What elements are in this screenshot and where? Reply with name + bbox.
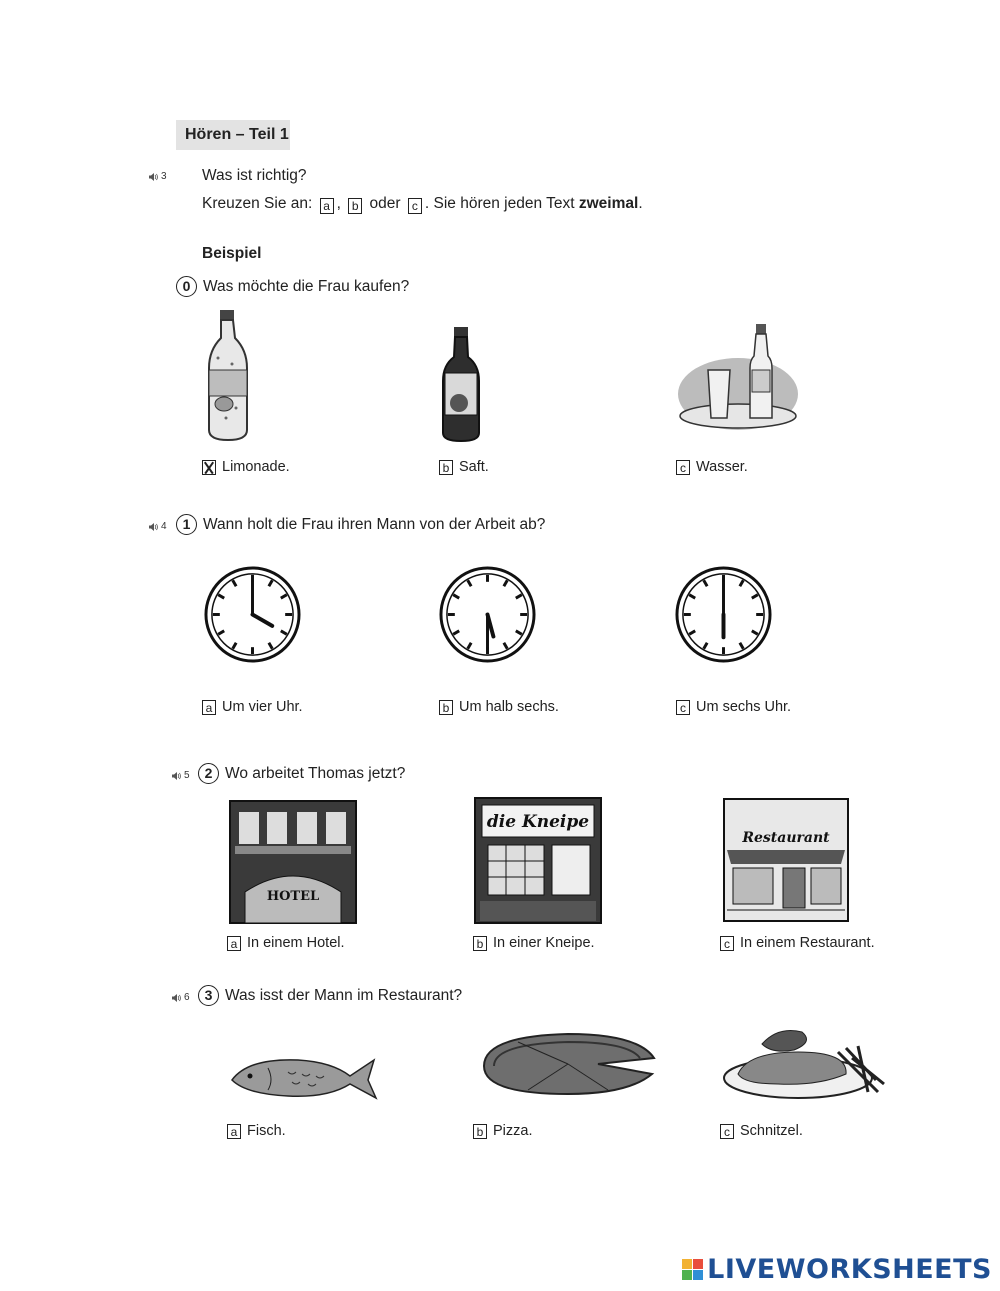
fish-picture — [228, 1050, 380, 1102]
option-0-c[interactable]: c Wasser. — [676, 459, 748, 475]
speaker-icon — [171, 771, 181, 781]
clock-four-oclock — [203, 565, 302, 664]
restaurant-picture — [723, 798, 849, 922]
watermark-text: LIVEWORKSHEETS — [707, 1254, 992, 1285]
audio-track-6[interactable]: 6 — [171, 992, 190, 1003]
restaurant-sign: Restaurant — [742, 830, 830, 846]
juice-bottle-picture — [437, 325, 485, 443]
option-2-c[interactable]: c In einem Restaurant. — [720, 935, 875, 951]
audio-track-5[interactable]: 5 — [171, 770, 190, 781]
inline-box-b: b — [348, 198, 362, 214]
checkbox-a[interactable] — [202, 460, 216, 475]
instruction-question: Was ist richtig? — [202, 167, 307, 184]
example-label: Beispiel — [202, 245, 262, 262]
question-text: Wo arbeitet Thomas jetzt? — [225, 764, 406, 782]
audio-track-3[interactable]: 3 — [148, 171, 167, 182]
pub-picture — [474, 797, 602, 924]
checkbox-b[interactable]: b — [439, 460, 453, 475]
pizza-picture — [478, 1030, 660, 1098]
question-1 — [176, 514, 545, 535]
hotel-picture — [229, 800, 357, 924]
instruction-line: Kreuzen Sie an: a , b oder c . Sie hören jeden Text zweimal. — [202, 195, 643, 213]
question-text: Was isst der Mann im Restaurant? — [225, 986, 463, 1004]
question-2 — [198, 763, 405, 784]
question-0 — [176, 276, 409, 297]
speaker-icon — [148, 522, 158, 532]
inline-box-a: a — [320, 198, 334, 214]
checkbox-a[interactable]: a — [227, 1124, 241, 1139]
schnitzel-picture — [718, 1022, 888, 1100]
option-3-c[interactable]: c Schnitzel. — [720, 1123, 803, 1139]
inline-box-c: c — [408, 198, 422, 214]
checkbox-b[interactable]: b — [439, 700, 453, 715]
section-title: Hören – Teil 1 — [176, 120, 290, 150]
speaker-icon — [171, 993, 181, 1003]
logo-tiles-icon — [682, 1259, 703, 1280]
option-2-a[interactable]: a In einem Hotel. — [227, 935, 345, 951]
lemonade-bottle-picture — [200, 308, 256, 443]
clock-six-oclock — [674, 565, 773, 664]
question-number: 0 — [176, 276, 197, 297]
checkbox-c[interactable]: c — [676, 460, 690, 475]
audio-track-4[interactable]: 4 — [148, 521, 167, 532]
option-0-b[interactable]: b Saft. — [439, 459, 489, 475]
checkbox-b[interactable]: b — [473, 936, 487, 951]
option-0-a[interactable]: Limonade. — [202, 459, 290, 475]
speaker-icon — [148, 172, 158, 182]
liveworksheets-logo — [682, 1254, 992, 1285]
clock-half-past-five — [438, 565, 537, 664]
option-1-c[interactable]: c Um sechs Uhr. — [676, 699, 791, 715]
checkbox-a[interactable]: a — [202, 700, 216, 715]
option-3-b[interactable]: b Pizza. — [473, 1123, 533, 1139]
option-2-b[interactable]: b In einer Kneipe. — [473, 935, 595, 951]
hotel-sign: HOTEL — [266, 889, 320, 904]
water-picture — [676, 322, 801, 432]
question-text: Wann holt die Frau ihren Mann von der Arbeit ab? — [203, 515, 546, 533]
question-number: 3 — [198, 985, 219, 1006]
checkbox-b[interactable]: b — [473, 1124, 487, 1139]
option-1-b[interactable]: b Um halb sechs. — [439, 699, 559, 715]
question-text: Was möchte die Frau kaufen? — [203, 277, 410, 295]
checkbox-c[interactable]: c — [720, 1124, 734, 1139]
question-number: 2 — [198, 763, 219, 784]
option-3-a[interactable]: a Fisch. — [227, 1123, 286, 1139]
question-3 — [198, 985, 462, 1006]
question-number: 1 — [176, 514, 197, 535]
checkbox-c[interactable]: c — [676, 700, 690, 715]
pub-sign: die Kneipe — [486, 812, 590, 832]
option-1-a[interactable]: a Um vier Uhr. — [202, 699, 303, 715]
checkbox-a[interactable]: a — [227, 936, 241, 951]
checkbox-c[interactable]: c — [720, 936, 734, 951]
